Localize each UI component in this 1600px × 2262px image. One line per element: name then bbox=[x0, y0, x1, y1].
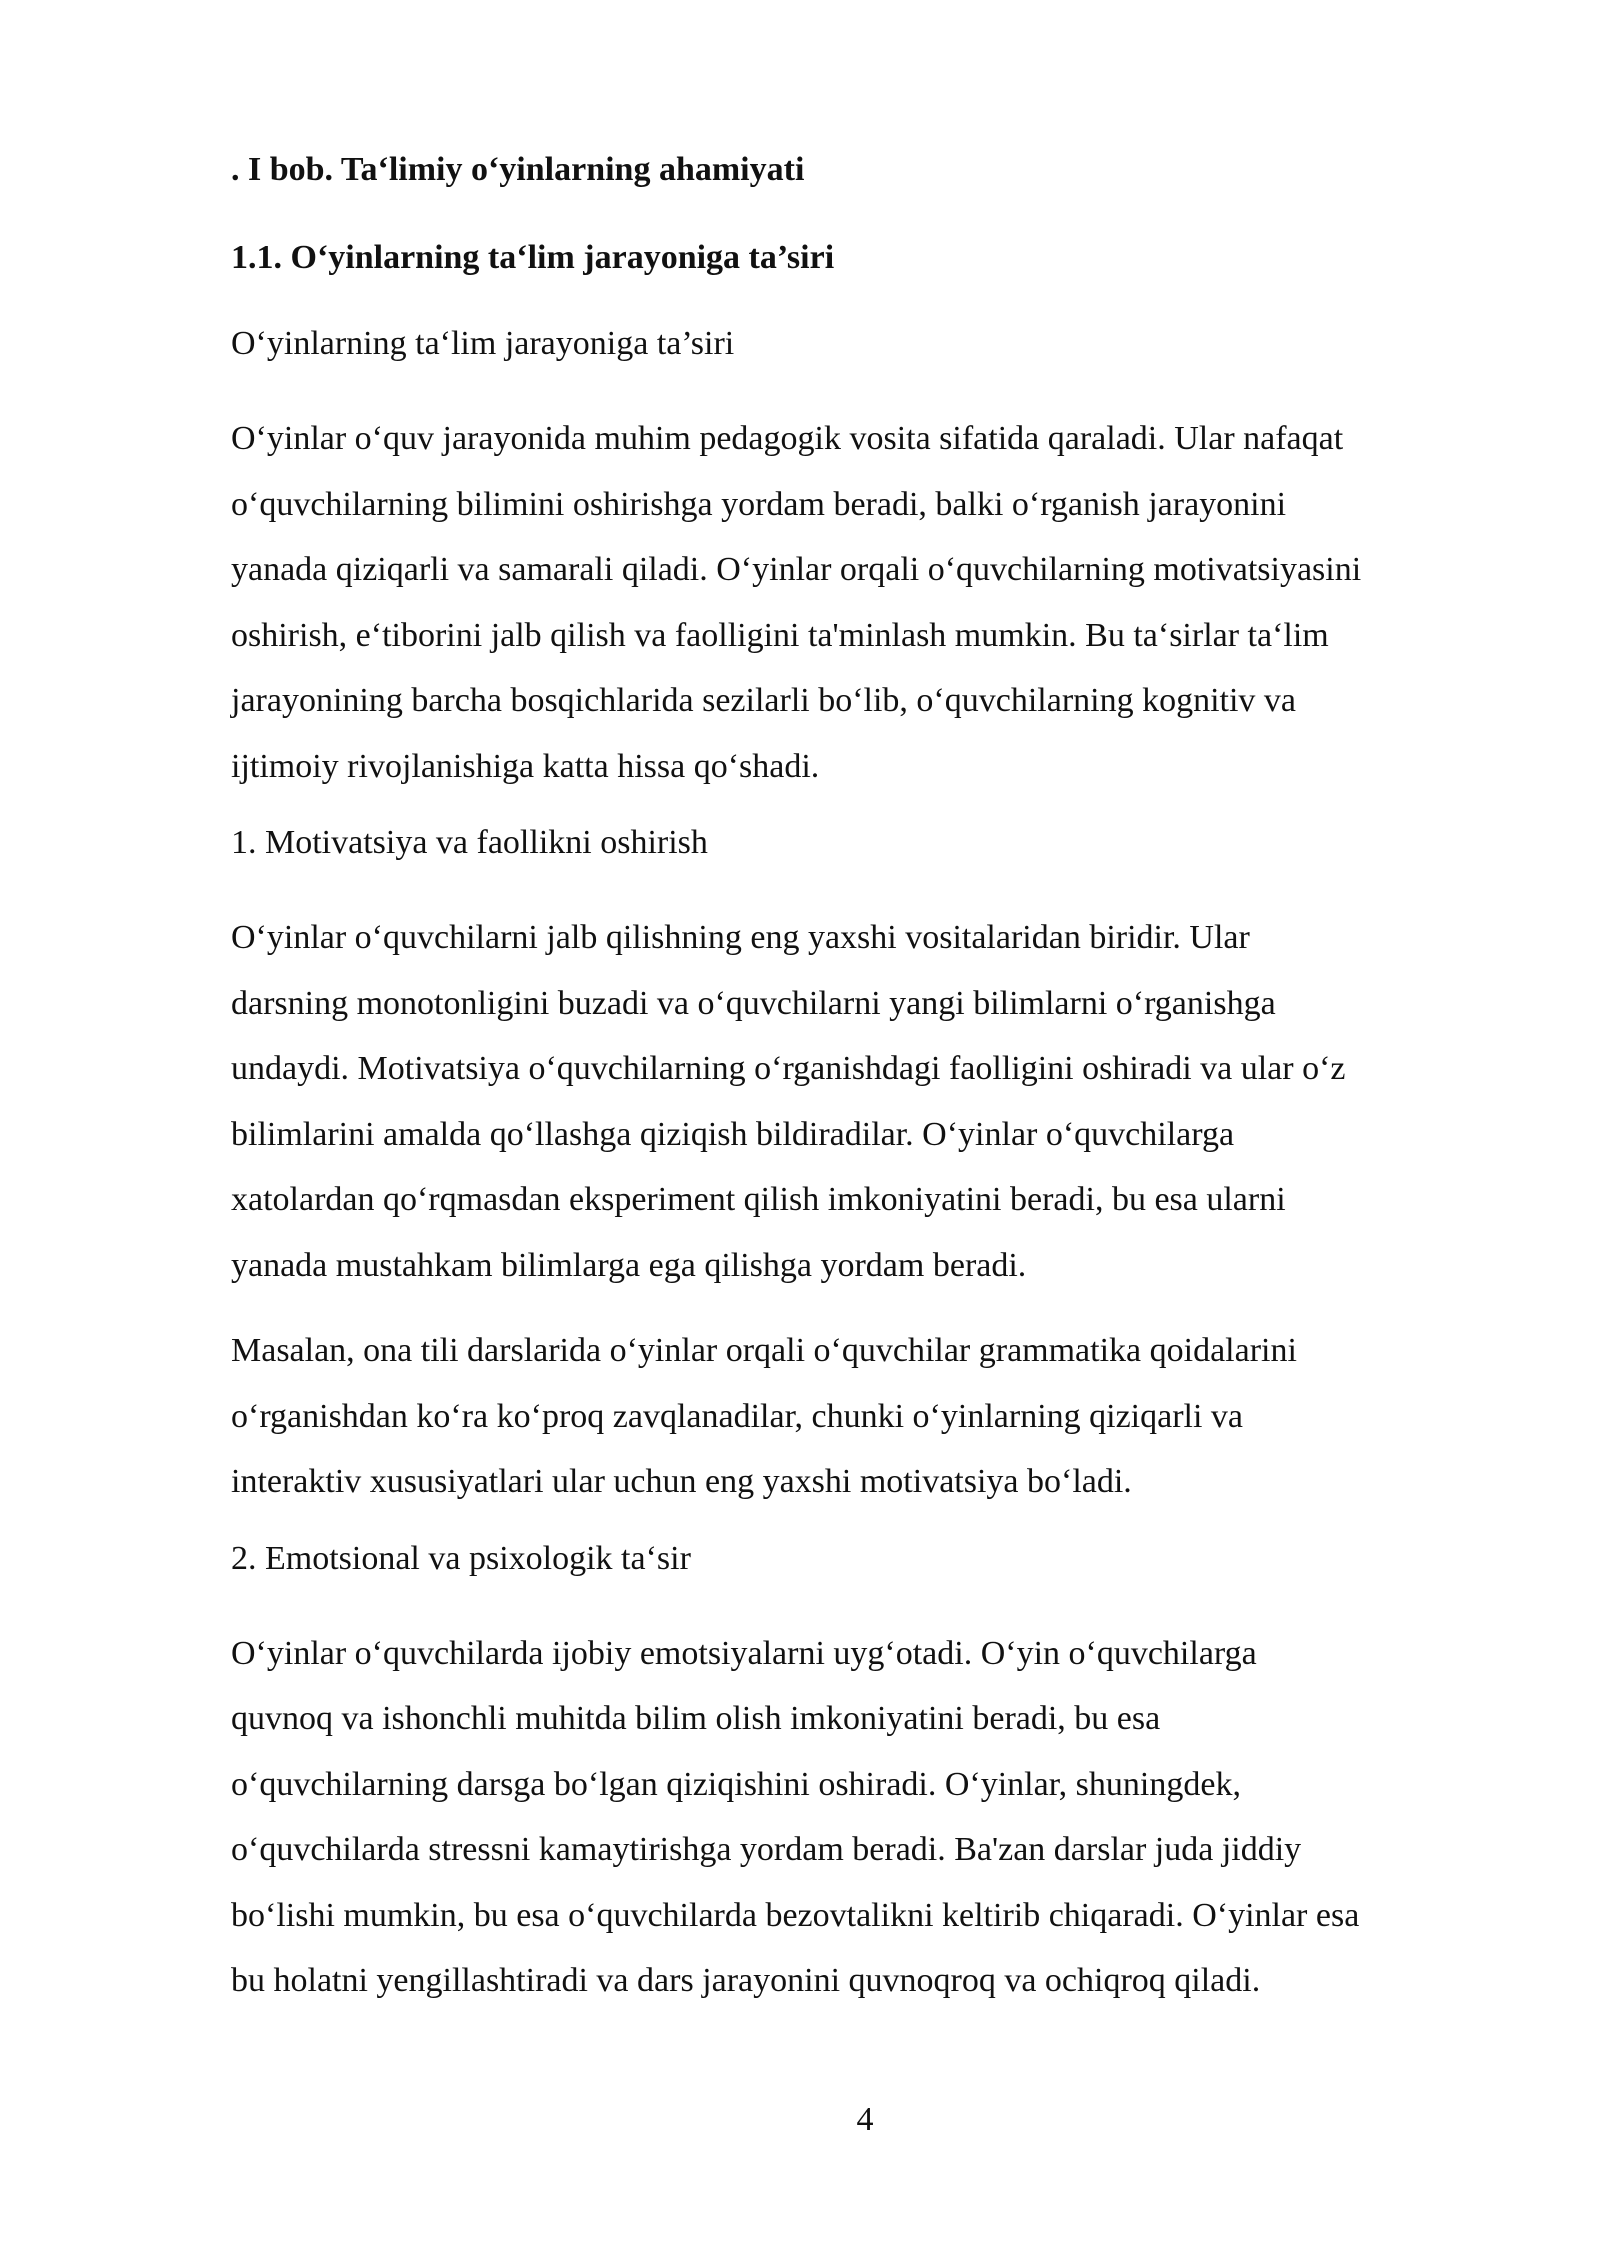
paragraph-line: O‘yinlar o‘quv jarayonida muhim pedagogik vosita sifatida qaraladi. Ular nafaqat bbox=[231, 420, 1344, 457]
paragraph-line: xatolardan qo‘rqmasdan eksperiment qilish imkoniyatini beradi, bu esa ularni bbox=[231, 1181, 1286, 1218]
page-content bbox=[231, 146, 1501, 2034]
intro-paragraph bbox=[231, 406, 1501, 799]
item1-paragraph bbox=[231, 905, 1501, 1298]
section-title: 1.1. O‘yinlarning ta‘lim jarayoniga ta’siri bbox=[231, 239, 835, 276]
paragraph-line: Masalan, ona tili darslarida o‘yinlar orqali o‘quvchilar grammatika qoidalarini bbox=[231, 1332, 1297, 1369]
paragraph-line: bu holatni yengillashtiradi va dars jarayonini quvnoqroq va ochiqroq qiladi. bbox=[231, 1962, 1261, 1999]
item2-heading: 2. Emotsional va psixologik ta‘sir bbox=[231, 1539, 691, 1577]
paragraph-line: yanada qiziqarli va samarali qiladi. O‘yinlar orqali o‘quvchilarning motivatsiyasini bbox=[231, 551, 1362, 588]
paragraph-line: ijtimoiy rivojlanishiga katta hissa qo‘shadi. bbox=[231, 747, 820, 785]
paragraph-line: bo‘lishi mumkin, bu esa o‘quvchilarda bezovtalikni keltirib chiqaradi. O‘yinlar esa bbox=[231, 1896, 1360, 1934]
paragraph-line: o‘quvchilarning darsga bo‘lgan qiziqishini oshiradi. O‘yinlar, shuningdek, bbox=[231, 1765, 1241, 1803]
chapter-title: . I bob. Ta‘limiy o‘yinlarning ahamiyati bbox=[231, 151, 805, 188]
paragraph-line: quvnoq va ishonchli muhitda bilim olish imkoniyatini beradi, bu esa bbox=[231, 1700, 1161, 1737]
paragraph-line: O‘yinlar o‘quvchilarda ijobiy emotsiyalarni uyg‘otadi. O‘yin o‘quvchilarga bbox=[231, 1634, 1257, 1672]
paragraph-line: o‘quvchilarda stressni kamaytirishga yordam beradi. Ba'zan darslar juda jiddiy bbox=[231, 1831, 1302, 1868]
example-paragraph bbox=[231, 1318, 1501, 1515]
item1-heading: 1. Motivatsiya va faollikni oshirish bbox=[231, 824, 708, 861]
paragraph-line: yanada mustahkam bilimlarga ega qilishga yordam beradi. bbox=[231, 1246, 1027, 1284]
paragraph-line: darsning monotonligini buzadi va o‘quvchilarni yangi bilimlarni o‘rganishga bbox=[231, 984, 1276, 1022]
paragraph-line: bilimlarini amalda qo‘llashga qiziqish bildiradilar. O‘yinlar o‘quvchilarga bbox=[231, 1115, 1235, 1153]
paragraph-line: interaktiv xususiyatlari ular uchun eng yaxshi motivatsiya bo‘ladi. bbox=[231, 1463, 1132, 1500]
paragraph-line: o‘rganishdan ko‘ra ko‘proq zavqlanadilar, chunki o‘yinlarning qiziqarli va bbox=[231, 1397, 1244, 1435]
item2-paragraph bbox=[231, 1621, 1501, 2014]
paragraph-line: undaydi. Motivatsiya o‘quvchilarning o‘rganishdagi faolligini oshiradi va ular o‘z bbox=[231, 1050, 1346, 1087]
paragraph-line: oshirish, e‘tiborini jalb qilish va faolligini ta'minlash mumkin. Bu ta‘sirlar ta‘lim bbox=[231, 616, 1329, 654]
subtitle: O‘yinlarning ta‘lim jarayoniga ta’siri bbox=[231, 325, 735, 362]
paragraph-line: O‘yinlar o‘quvchilarni jalb qilishning eng yaxshi vositalaridan biridir. Ular bbox=[231, 919, 1250, 956]
paragraph-line: o‘quvchilarning bilimini oshirishga yordam beradi, balki o‘rganish jarayonini bbox=[231, 485, 1287, 523]
page-number: 4 bbox=[856, 2101, 874, 2138]
paragraph-line: jarayonining barcha bosqichlarida sezilarli bo‘lib, o‘quvchilarning kognitiv va bbox=[231, 682, 1297, 719]
